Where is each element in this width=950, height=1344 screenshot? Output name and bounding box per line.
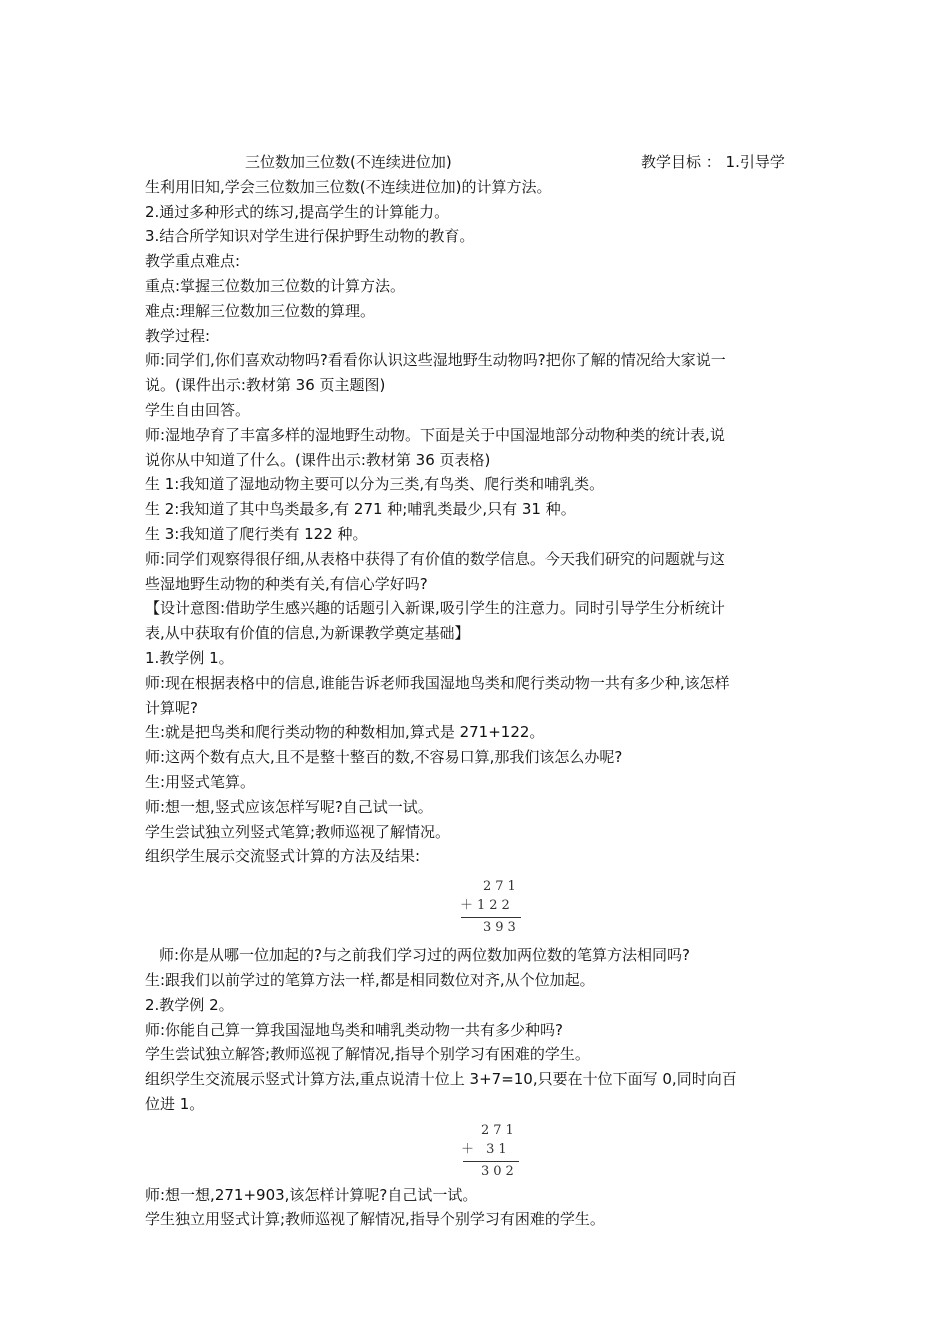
text-line: 计算呢? <box>145 698 198 717</box>
text-line: 师:现在根据表格中的信息,谁能告诉老师我国湿地鸟类和爬行类动物一共有多少种,该怎样 <box>145 673 730 692</box>
vertical-calculation-1 <box>145 877 805 943</box>
calc1-addend-bottom: ＋122 <box>460 898 514 914</box>
text-line: 生 1:我知道了湿地动物主要可以分为三类,有鸟类、爬行类和哺乳类。 <box>145 475 605 494</box>
text-line: 表,从中获取有价值的信息,为新课教学奠定基础】 <box>145 624 470 643</box>
text-line: 生:跟我们以前学过的笔算方法一样,都是相同数位对齐,从个位加起。 <box>145 970 595 989</box>
text-line: 学生尝试独立列竖式笔算;教师巡视了解情况。 <box>145 822 451 841</box>
text-line: 教学重点难点: <box>145 252 241 271</box>
text-line: 生:就是把鸟类和爬行类动物的种数相加,算式是 271+122。 <box>145 723 545 742</box>
text-line: 难点:理解三位数加三位数的算理。 <box>145 301 376 320</box>
paragraph-block-c <box>145 1183 805 1233</box>
text-line: 生利用旧知,学会三位数加三位数(不连续进位加)的计算方法。 <box>145 177 552 196</box>
objectives-heading: 教学目标 ： 1.引导学 <box>641 153 785 171</box>
paragraph-block-a <box>145 175 805 869</box>
text-line: 师:湿地孕育了丰富多样的湿地野生动物。下面是关于中国湿地部分动物种类的统计表,说 <box>145 425 725 444</box>
paragraph-block-b <box>145 943 805 1117</box>
page-title: 三位数加三位数(不连续进位加) <box>245 153 452 171</box>
text-line: 学生尝试独立解答;教师巡视了解情况,指导个别学习有困难的学生。 <box>145 1045 590 1064</box>
document-body <box>145 150 805 1232</box>
text-line: 师:这两个数有点大,且不是整十整百的数,不容易口算,那我们该怎么办呢? <box>145 748 623 767</box>
text-line: 些湿地野生动物的种类有关,有信心学好吗? <box>145 574 428 593</box>
text-line: 师:想一想,271+903,该怎样计算呢?自己试一试。 <box>145 1185 478 1204</box>
text-line: 3.结合所学知识对学生进行保护野生动物的教育。 <box>145 227 475 246</box>
text-line: 教学过程: <box>145 326 211 345</box>
text-line: 学生独立用竖式计算;教师巡视了解情况,指导个别学习有困难的学生。 <box>145 1210 605 1229</box>
text-line: 生 3:我知道了爬行类有 122 种。 <box>145 524 368 543</box>
calc2-addend-top: 271 <box>481 1122 518 1138</box>
text-line: 学生自由回答。 <box>145 400 251 419</box>
text-line: 生:用竖式笔算。 <box>145 772 256 791</box>
text-line: 位进 1。 <box>145 1094 205 1113</box>
text-line: 说。(课件出示:教材第 36 页主题图) <box>145 376 386 395</box>
text-line: 师:同学们,你们喜欢动物吗?看看你认识这些湿地野生动物吗?把你了解的情况给大家说一 <box>145 351 726 370</box>
text-line: 2.教学例 2。 <box>145 995 234 1014</box>
text-line: 师:同学们观察得很仔细,从表格中获得了有价值的数学信息。今天我们研究的问题就与这 <box>145 549 725 568</box>
text-line: 1.教学例 1。 <box>145 648 234 667</box>
text-line: 2.通过多种形式的练习,提高学生的计算能力。 <box>145 202 450 221</box>
text-line: 师:你能自己算一算我国湿地鸟类和哺乳类动物一共有多少种吗? <box>145 1020 564 1039</box>
text-line: 师:你是从哪一位加起的?与之前我们学习过的两位数加两位数的笔算方法相同吗? <box>159 946 690 965</box>
vertical-calculation-2 <box>145 1121 805 1183</box>
text-line: 师:想一想,竖式应该怎样写呢?自己试一试。 <box>145 797 433 816</box>
calc2-sum: 302 <box>481 1163 518 1179</box>
calc2-addend-bottom: ＋ 31 <box>461 1141 511 1157</box>
text-line: 重点:掌握三位数加三位数的计算方法。 <box>145 276 406 295</box>
text-line: 组织学生交流展示竖式计算方法,重点说清十位上 3+7=10,只要在十位下面写 0,同时向百 <box>145 1070 737 1089</box>
title-row <box>145 150 805 175</box>
calc1-sum: 393 <box>483 920 520 936</box>
text-line: 生 2:我知道了其中鸟类最多,有 271 种;哺乳类最少,只有 31 种。 <box>145 500 576 519</box>
calc1-addend-top: 271 <box>483 879 520 895</box>
text-line: 组织学生展示交流竖式计算的方法及结果: <box>145 847 421 866</box>
text-line: 【设计意图:借助学生感兴趣的话题引入新课,吸引学生的注意力。同时引导学生分析统计 <box>145 599 725 618</box>
text-line: 说你从中知道了什么。(课件出示:教材第 36 页表格) <box>145 450 491 469</box>
